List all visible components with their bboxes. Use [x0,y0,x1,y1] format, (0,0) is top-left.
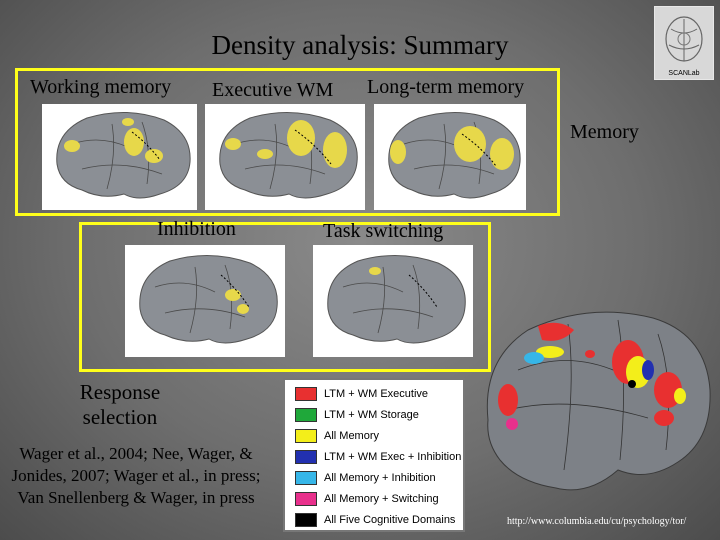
legend-label: All Five Cognitive Domains [324,514,456,526]
brain-summary-colored [478,300,714,514]
scanlab-logo [654,6,714,80]
legend-swatch [295,387,317,401]
legend-swatch [295,471,317,485]
brain-image-executive-wm [205,104,365,210]
legend-item [295,491,439,507]
logo-text: SCANLab [668,70,700,77]
legend-item [295,449,461,465]
slide-title: Density analysis: Summary [211,30,509,60]
legend-label: LTM + WM Executive [324,388,429,400]
legend-item [295,407,419,423]
brain-image-task-switching [313,245,473,357]
brain-image-working-memory [42,104,197,210]
brain-executive-wm [205,104,365,210]
color-legend [283,378,465,532]
label-long-term-memory: Long-term memory [367,76,525,98]
legend-item [295,386,428,402]
brain-logo-icon [655,7,713,67]
legend-swatch [295,408,317,422]
brain-inhibition [125,245,285,357]
legend-label: All Memory + Switching [324,493,439,505]
brain-working-memory [42,104,197,210]
label-inhibition: Inhibition [157,218,236,240]
legend-swatch [295,513,317,527]
label-working-memory: Working memory [30,76,172,98]
legend-label: All Memory [324,430,380,442]
legend-label: All Memory + Inhibition [324,472,436,484]
label-executive-wm: Executive WM [212,79,334,101]
brain-task-switching [313,245,473,357]
legend-item [295,470,436,486]
legend-swatch [295,450,317,464]
url-text: http://www.columbia.edu/cu/psychology/tor/ [507,516,687,527]
brain-long-term-memory [374,104,526,210]
legend-item [295,428,379,444]
citation-text: Wager et al., 2004; Nee, Wager, & Jonides, 2007; Wager et al., in press; Van Snellenberg & Wager, in press [11,444,261,507]
brain-image-long-term-memory [374,104,526,210]
brain-image-inhibition [125,245,285,357]
legend-swatch [295,492,317,506]
legend-label: LTM + WM Exec + Inhibition [324,451,462,463]
label-task-switching: Task switching [323,220,444,242]
legend-item [295,512,455,528]
label-memory: Memory [570,121,639,143]
label-response-selection: Response selection [79,380,161,429]
legend-swatch [295,429,317,443]
legend-label: LTM + WM Storage [324,409,419,421]
